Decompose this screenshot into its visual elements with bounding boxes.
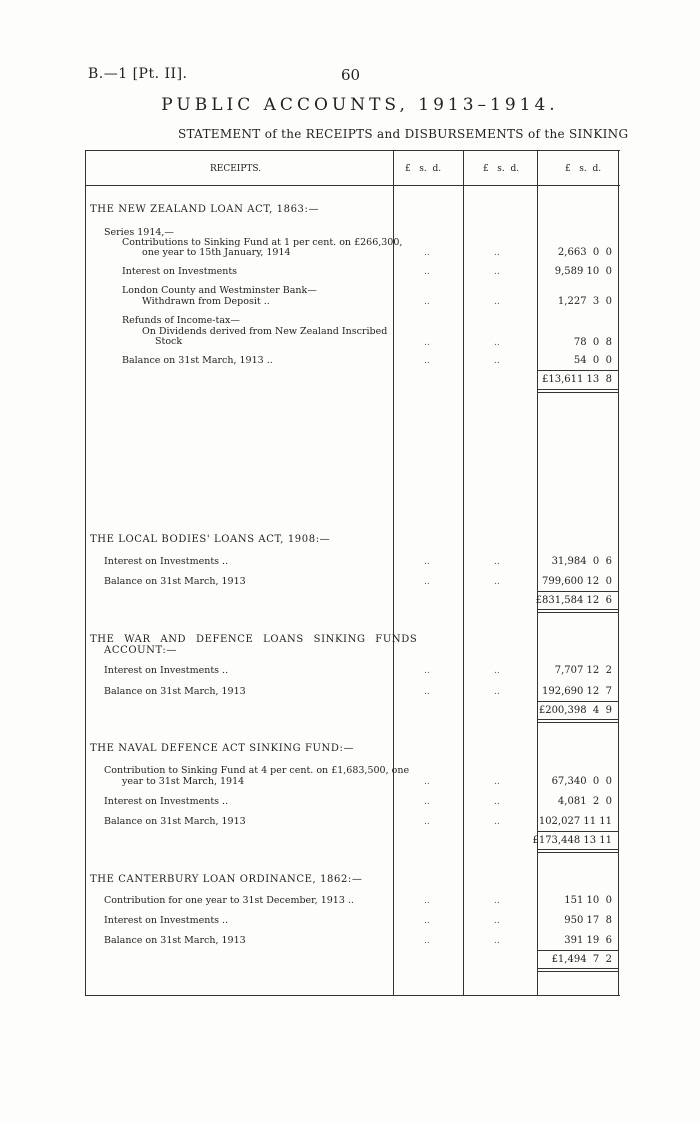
amount-cell: 950 17 8 — [564, 915, 612, 926]
column-rule-1 — [393, 150, 394, 996]
line-text: Balance on 31st March, 1913 — [104, 686, 246, 697]
total-double-rule — [537, 971, 618, 972]
column-rule-2 — [463, 150, 464, 996]
subtotal-rule — [537, 370, 618, 371]
col2-blank: .. — [494, 896, 500, 906]
amount-cell: 192,690 12 7 — [542, 686, 612, 697]
column-header-1: £ s. d. — [405, 164, 442, 174]
line-text: London County and Westminster Bank— — [122, 285, 317, 296]
amount-cell: 78 0 8 — [573, 337, 612, 348]
section-title: THE NEW ZEALAND LOAN ACT, 1863:— — [90, 204, 320, 215]
section-title: THE NAVAL DEFENCE ACT SINKING FUND:— — [90, 743, 355, 754]
document-reference: B.—1 [Pt. II]. — [88, 66, 188, 82]
total-double-rule — [537, 609, 618, 610]
header-bottom-rule — [85, 185, 620, 186]
total-double-rule — [537, 852, 618, 853]
col1-blank: .. — [424, 666, 430, 676]
col2-blank: .. — [494, 248, 500, 258]
page-title: PUBLIC ACCOUNTS, 1913–1914. — [161, 95, 559, 115]
col1-blank: .. — [424, 557, 430, 567]
line-text: Interest on Investments .. — [104, 556, 229, 567]
section-title-continued: ACCOUNT:— — [104, 645, 177, 656]
subtotal-rule — [537, 831, 618, 832]
col2-blank: .. — [494, 356, 500, 366]
subtotal-rule — [537, 591, 618, 592]
line-text: Balance on 31st March, 1913 — [104, 816, 246, 827]
line-text: Interest on Investments .. — [104, 915, 229, 926]
column-rule-4 — [618, 150, 619, 996]
line-text: Balance on 31st March, 1913 .. — [122, 355, 273, 366]
col2-blank: .. — [494, 936, 500, 946]
line-text: Contribution to Sinking Fund at 4 per cent. on £1,683,500, one — [104, 765, 410, 776]
line-text: Interest on Investments .. — [104, 796, 229, 807]
amount-cell: 31,984 0 6 — [551, 556, 612, 567]
col2-blank: .. — [494, 777, 500, 787]
page-number: 60 — [341, 66, 361, 84]
col2-blank: .. — [494, 687, 500, 697]
table-top-rule — [85, 150, 620, 151]
total-double-rule — [537, 719, 618, 720]
amount-cell: 67,340 0 0 — [551, 776, 612, 787]
col1-blank: .. — [424, 577, 430, 587]
col1-blank: .. — [424, 687, 430, 697]
subtotal-rule — [537, 701, 618, 702]
amount-cell: 7,707 12 2 — [554, 665, 612, 676]
col2-blank: .. — [494, 557, 500, 567]
page-subtitle: STATEMENT of the RECEIPTS and DISBURSEMENTS of the SINKING — [178, 127, 629, 141]
col2-blank: .. — [494, 338, 500, 348]
amount-cell: 9,589 10 0 — [554, 266, 612, 277]
col1-blank: .. — [424, 338, 430, 348]
line-text: Withdrawn from Deposit .. — [142, 296, 270, 307]
column-header-receipts: RECEIPTS. — [210, 164, 262, 174]
section-total: £173,448 13 11 — [532, 835, 612, 846]
line-text: Refunds of Income-tax— — [122, 315, 240, 326]
total-double-rule — [537, 392, 618, 393]
amount-cell: 799,600 12 0 — [542, 576, 612, 587]
line-text: Balance on 31st March, 1913 — [104, 935, 246, 946]
section-title: THE CANTERBURY LOAN ORDINANCE, 1862:— — [90, 874, 363, 885]
col1-blank: .. — [424, 777, 430, 787]
amount-cell: 391 19 6 — [564, 935, 612, 946]
col2-blank: .. — [494, 297, 500, 307]
total-double-rule — [537, 612, 618, 613]
subtotal-rule — [537, 950, 618, 951]
line-text: Balance on 31st March, 1913 — [104, 576, 246, 587]
amount-cell: 2,663 0 0 — [557, 247, 612, 258]
column-header-3: £ s. d. — [565, 164, 602, 174]
column-header-2: £ s. d. — [483, 164, 520, 174]
col2-blank: .. — [494, 666, 500, 676]
line-text: On Dividends derived from New Zealand Inscribed — [142, 326, 388, 337]
amount-cell: 151 10 0 — [564, 895, 612, 906]
col1-blank: .. — [424, 896, 430, 906]
line-text: Series 1914,— — [104, 227, 174, 238]
total-double-rule — [537, 389, 618, 390]
line-text: year to 31st March, 1914 — [122, 776, 245, 787]
total-double-rule — [537, 849, 618, 850]
col1-blank: .. — [424, 297, 430, 307]
section-title: THE WAR AND DEFENCE LOANS SINKING FUNDS — [90, 634, 418, 645]
col2-blank: .. — [494, 797, 500, 807]
col1-blank: .. — [424, 267, 430, 277]
column-rule-0 — [85, 150, 86, 996]
col1-blank: .. — [424, 936, 430, 946]
amount-cell: 102,027 11 11 — [538, 816, 612, 827]
line-text: Interest on Investments — [122, 266, 238, 277]
col2-blank: .. — [494, 577, 500, 587]
amount-cell: 4,081 2 0 — [557, 796, 612, 807]
line-text: Interest on Investments .. — [104, 665, 229, 676]
col1-blank: .. — [424, 916, 430, 926]
amount-cell: 54 0 0 — [573, 355, 612, 366]
amount-cell: 1,227 3 0 — [557, 296, 612, 307]
section-total: £13,611 13 8 — [542, 374, 612, 385]
col2-blank: .. — [494, 916, 500, 926]
col1-blank: .. — [424, 817, 430, 827]
line-text: one year to 15th January, 1914 — [142, 247, 291, 258]
line-text: Contributions to Sinking Fund at 1 per cent. on £266,300, — [122, 237, 403, 248]
line-text: Contribution for one year to 31st December, 1913 .. — [104, 895, 354, 906]
section-title: THE LOCAL BODIES' LOANS ACT, 1908:— — [90, 534, 331, 545]
col2-blank: .. — [494, 817, 500, 827]
col1-blank: .. — [424, 248, 430, 258]
total-double-rule — [537, 722, 618, 723]
col1-blank: .. — [424, 797, 430, 807]
col1-blank: .. — [424, 356, 430, 366]
section-total: £1,494 7 2 — [551, 954, 612, 965]
section-total: £831,584 12 6 — [535, 595, 612, 606]
line-text: Stock — [155, 336, 183, 347]
col2-blank: .. — [494, 267, 500, 277]
total-double-rule — [537, 968, 618, 969]
table-bottom-rule — [85, 995, 620, 996]
section-total: £200,398 4 9 — [538, 705, 612, 716]
